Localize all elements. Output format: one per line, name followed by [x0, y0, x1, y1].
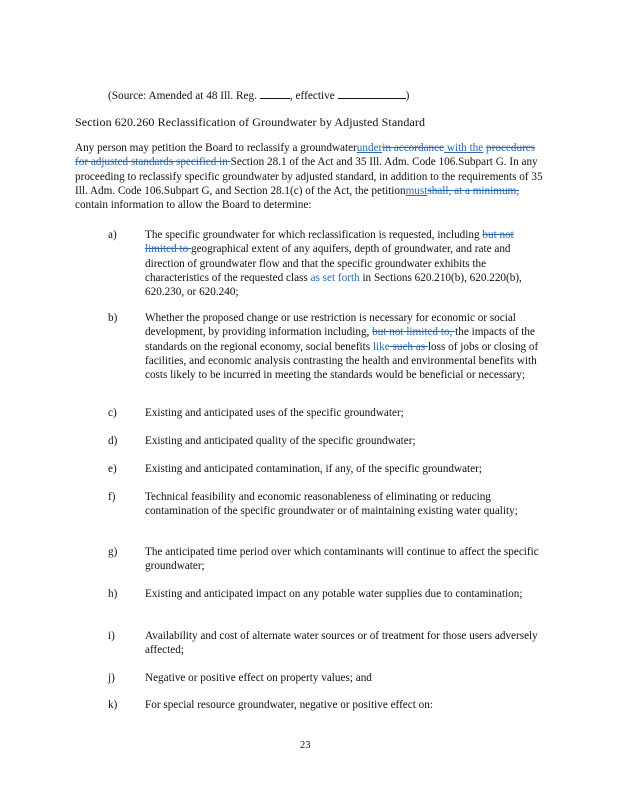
effective-date-blank [338, 88, 406, 99]
list-item-e: e) Existing and anticipated contamination, if any, of the specific groundwater; [108, 463, 482, 475]
intro-paragraph: Any person may petition the Board to reclassify a groundwaterunderin accordance with the procedures for adjusted standards specified in Section 28.1 of the Act and 35 Ill. Adm. Code 106.Subpart G. In any proceeding to reclassify specific groundwater by adjusted standard, in addition to the requirements of 35 Ill. Adm. Code 106.Subpart G, and Section 28.1(c) of the Act, the petitionmustshall, at a minimum, contain information to allow the Board to determine: [75, 142, 543, 212]
inserted-text: must [405, 184, 428, 197]
list-item-k: k) For special resource groundwater, negative or positive effect on: [108, 699, 433, 711]
list-item-g: g) The anticipated time period over which contaminants will continue to affect the specific groundwater; [108, 546, 539, 573]
deleted-text: but not limited to [145, 229, 514, 256]
page-number: 23 [300, 740, 311, 751]
list-item-j: j) Negative or positive effect on property values; and [108, 672, 372, 684]
list-item-i: i) Availability and cost of alternate water sources or of treatment for those users adversely affected; [108, 630, 538, 657]
inserted-text: with the [444, 142, 484, 154]
deleted-text: such as [389, 340, 428, 353]
section-heading: Section 620.260 Reclassification of Groundwater by Adjusted Standard [75, 115, 426, 129]
deleted-text: procedures for adjusted standards specified in [75, 142, 536, 169]
inserted-text: as set forth [310, 271, 360, 284]
inserted-text: like [372, 340, 390, 353]
deleted-text: but not limited to, [372, 326, 456, 339]
list-item-b: b) Whether the proposed change or use restriction is necessary for economic or social development, by providing information including, but not limited to, the impacts of the standards on the regional economy, social benefits like such as loss of jobs or closing of facilities, and economic analysis contrasting the health and environmental benefits with costs likely to be incurred in meeting the standards would be beneficial or necessary; [108, 312, 539, 382]
register-number-blank [260, 88, 290, 99]
deleted-text: in accordance [382, 142, 445, 154]
list-item-h: h) Existing and anticipated impact on any potable water supplies due to contamination; [108, 588, 523, 600]
list-item-f: f) Technical feasibility and economic reasonableness of eliminating or reducing contamination of the specific groundwater or of maintaining existing water quality; [108, 491, 518, 518]
deleted-text: shall, at a minimum, [427, 184, 520, 197]
list-item-c: c) Existing and anticipated uses of the specific groundwater; [108, 407, 404, 419]
list-item-a: a) The specific groundwater for which reclassification is requested, including but not limited to geographical extent of any aquifers, depth of groundwater, and rate and direction of groundwater flow and that the specific groundwater exhibits the characteristics of the requested class as set forth in Sections 620.210(b), 620.220(b), 620.230, or 620.240; [108, 229, 522, 299]
list-item-d: d) Existing and anticipated quality of the specific groundwater; [108, 435, 416, 447]
source-note: (Source: Amended at 48 Ill. Reg. , effective ) [108, 90, 410, 102]
inserted-text: under [356, 142, 383, 154]
